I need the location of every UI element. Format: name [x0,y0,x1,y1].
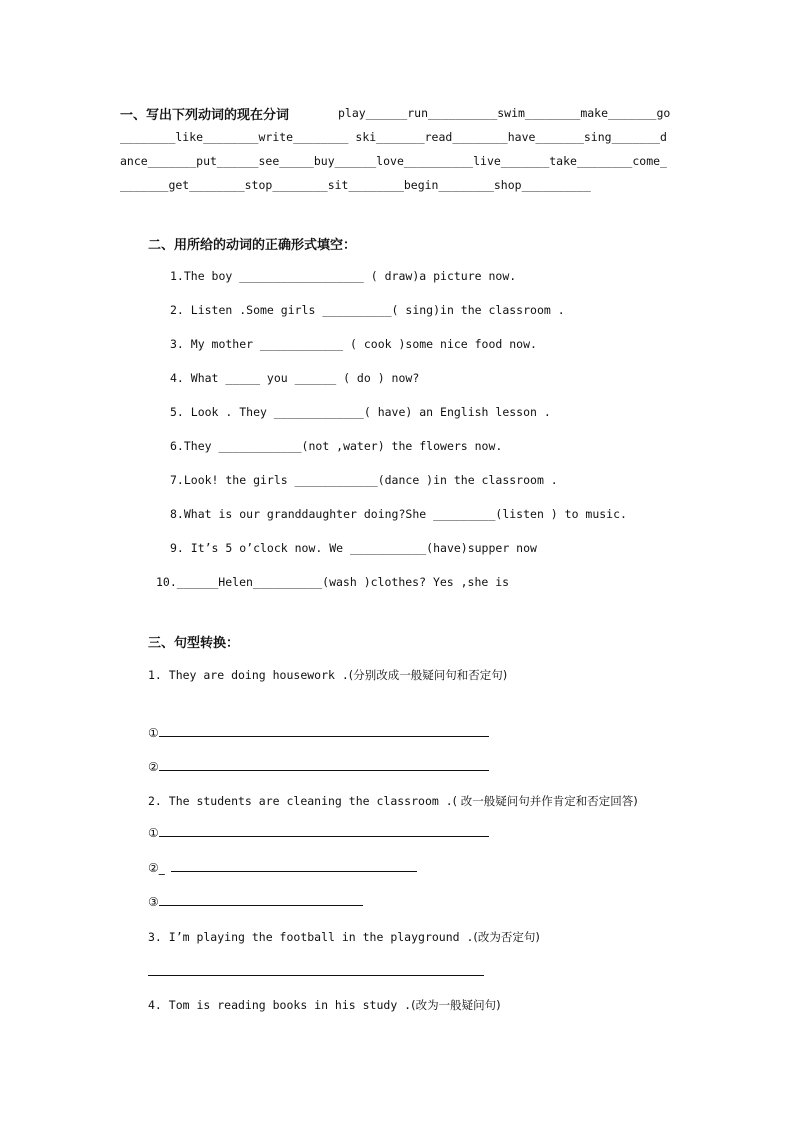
section2-item-5: 5. Look . They _____________( have) an English lesson . [170,405,551,419]
section2-title: 二、用所给的动词的正确形式填空： [148,238,357,253]
section2-item-3: 3. My mother ____________ ( cook )some nice food now. [170,337,537,351]
circled-mark: ① [148,826,159,840]
section3-q1 [148,667,507,683]
answer-blank [159,724,489,737]
answer-line-1-1 [148,724,489,740]
section1-line-4: _______get________stop________sit________begin________shop__________ [120,178,591,192]
section2-item-8: 8.What is our granddaughter doing?She _________(listen ) to music. [170,507,627,521]
answer-blank [171,859,417,872]
answer-blank [159,893,363,906]
answer-line-3 [148,975,484,976]
section2-item-4: 4. What _____ you ______ ( do ) now? [170,371,420,385]
section1-line-3: ance_______put______see_____buy______love__________live_______take________come_ [120,154,667,168]
answer-line-2-1 [148,824,489,840]
section3-q1-instruction: (分别改成一般疑问句和否定句) [348,668,508,682]
section2-item-10: 10.______Helen__________(wash )clothes? Yes ,she is [156,575,510,589]
section3-title: 三、句型转换： [148,636,240,651]
answer-blank [159,824,489,837]
section3-q4-text: 4. Tom is reading books in his study . [148,998,412,1012]
section3-q2-text: 2. The students are cleaning the classroom . [148,794,453,808]
section3-q3 [148,929,540,945]
section1-line-1: play______run__________swim________make_______go [338,106,671,120]
section3-q2-instruction: ( 改一般疑问句并作肯定和否定回答) [452,794,638,808]
circled-mark: ① [148,726,159,740]
section3-q2 [148,793,638,809]
section1-title: 一、写出下列动词的现在分词 [120,108,290,123]
circled-mark: ③ [148,895,159,909]
section3-q3-text: 3. I’m playing the football in the playground . [148,930,474,944]
section3-q4 [148,997,501,1013]
section3-q1-text: 1. They are doing housework . [148,668,349,682]
section2-item-7: 7.Look! the girls ____________(dance )in the classroom . [170,473,558,487]
section2-item-1: 1.The boy __________________ ( draw)a picture now. [170,269,517,283]
answer-line-2-3 [148,893,363,909]
section3-q4-instruction: (改为一般疑问句) [411,998,501,1012]
section2-item-6: 6.They ____________(not ,water) the flowers now. [170,439,503,453]
section2-item-9: 9. It’s 5 o’clock now. We ___________(have)supper now [170,541,537,555]
circled-mark: ②_ [148,861,165,875]
circled-mark: ② [148,760,159,774]
answer-line-1-2 [148,758,489,774]
answer-blank [159,758,489,771]
answer-line-2-2 [148,859,417,875]
section1-line-2: ________like________write________ ski_______read________have_______sing_______d [120,130,667,144]
section2-item-2: 2. Listen .Some girls __________( sing)in the classroom . [170,303,565,317]
section3-q3-instruction: (改为否定句) [473,930,540,944]
